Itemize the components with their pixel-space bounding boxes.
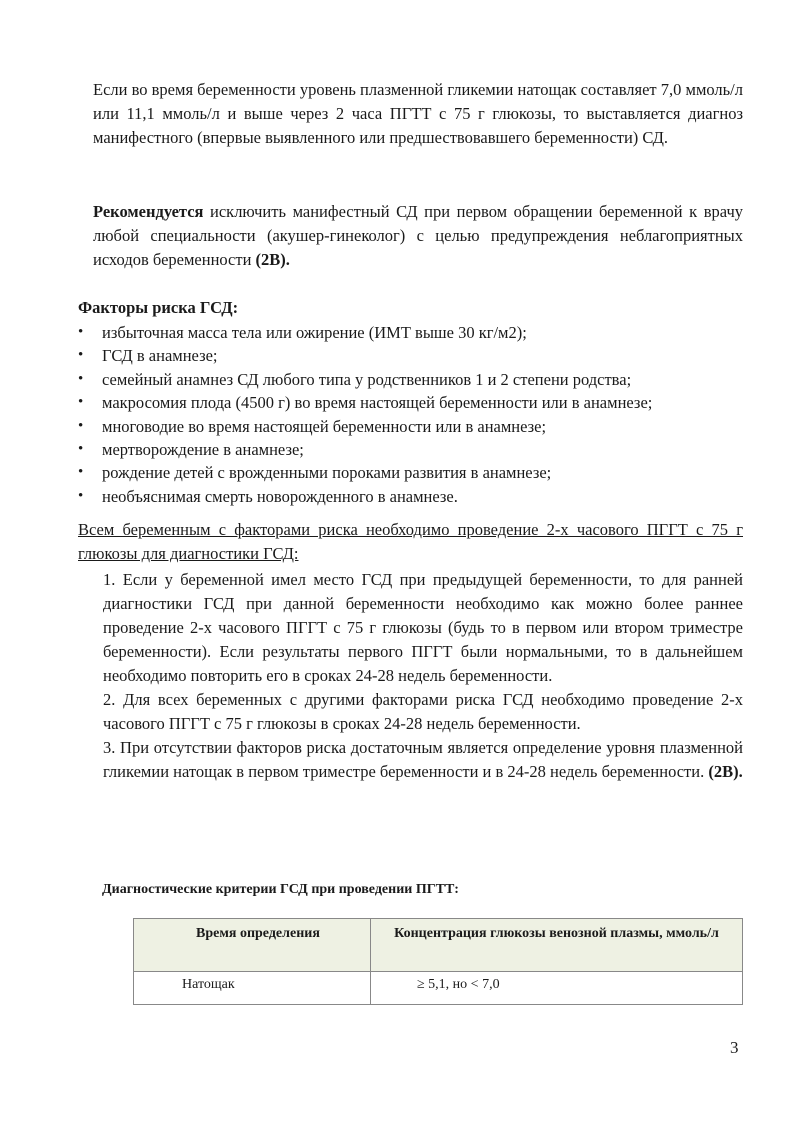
table-header-row bbox=[134, 919, 743, 972]
table-header-cell bbox=[134, 919, 371, 972]
cell-value: ≥ 5,1, но < 7,0 bbox=[417, 977, 500, 992]
column-header-time: Время определения bbox=[196, 926, 320, 941]
bullet-icon: • bbox=[78, 441, 84, 458]
bullet-icon: • bbox=[78, 417, 84, 434]
screening-steps bbox=[103, 568, 743, 784]
screening-intro: Всем беременным с факторами риска необходимо проведение 2-х часового ПГГТ с 75 г глюкозы для диагностики ГСД: bbox=[78, 520, 743, 563]
screening-step-2: 2. Для всех беременных с другими факторами риска ГСД необходимо проведение 2-х часового ПГГТ с 75 г глюкозы в сроках 24-28 недель беременности. bbox=[103, 690, 743, 733]
recommendation-bold-label: Рекомендуется bbox=[93, 202, 204, 221]
risk-factors-list bbox=[78, 321, 748, 508]
bullet-icon: • bbox=[78, 347, 84, 364]
evidence-grade: (2В). bbox=[255, 250, 290, 269]
paragraph-recommendation bbox=[93, 200, 743, 272]
list-item bbox=[78, 344, 748, 367]
list-item bbox=[78, 438, 748, 461]
page-number: 3 bbox=[730, 1038, 739, 1057]
table-header-cell bbox=[371, 919, 743, 972]
bullet-icon: • bbox=[78, 324, 84, 340]
list-item-text: мертворождение в анамнезе; bbox=[102, 440, 304, 460]
list-item bbox=[78, 368, 748, 391]
list-item bbox=[78, 461, 748, 484]
cell-time: Натощак bbox=[182, 977, 235, 992]
list-item-text: многоводие во время настоящей беременности или в анамнезе; bbox=[102, 416, 547, 436]
list-item bbox=[78, 321, 748, 344]
paragraph-manifest-diabetes: Если во время беременности уровень плазменной гликемии натощак составляет 7,0 ммоль/л или 11,1 ммоль/л и выше через 2 часа ПГТТ с 75 г глюкозы, то выставляется диагноз манифестного (впервые выявленного или предшествовавшего беременности) СД. bbox=[93, 80, 743, 147]
list-item bbox=[78, 415, 748, 438]
recommendation-text: исключить манифестный СД при первом обращении беременной к врачу любой специальности (акушер-гинеколог) с целью предупреждения неблагоприятных исходов беременности bbox=[93, 202, 743, 269]
bullet-icon: • bbox=[78, 487, 84, 504]
list-item-text: семейный анамнез СД любого типа у родственников 1 и 2 степени родства; bbox=[102, 369, 632, 389]
screening-step-3-text: 3. При отсутствии факторов риска достаточным является определение уровня плазменной гликемии натощак в первом триместре беременности и в 24-28 недель беременности. bbox=[103, 738, 743, 781]
table-row bbox=[134, 972, 743, 1005]
screening-step-3 bbox=[103, 736, 743, 784]
table-cell bbox=[371, 972, 743, 1005]
risk-factors-heading: Факторы риска ГСД: bbox=[78, 298, 239, 317]
list-item-text: ГСД в анамнезе; bbox=[102, 346, 218, 366]
list-item-text: необъяснимая смерть новорожденного в анамнезе. bbox=[102, 486, 458, 506]
evidence-grade: (2В). bbox=[708, 762, 743, 781]
bullet-icon: • bbox=[78, 394, 84, 411]
list-item-text: макросомия плода (4500 г) во время настоящей беременности или в анамнезе; bbox=[102, 393, 653, 413]
list-item bbox=[78, 485, 748, 508]
screening-step-1: 1. Если у беременной имел место ГСД при предыдущей беременности, то для ранней диагностики ГСД при данной беременности необходимо как можно более раннее проведение 2-х часового ПГГТ с 75 г глюкозы (будь то в первом или втором триместре беременности). Если результаты первого ПГГТ были нормальными, то в дальнейшем необходимо повторить его в сроках 24-28 недель беременности. bbox=[103, 570, 743, 685]
table-cell bbox=[134, 972, 371, 1005]
bullet-icon: • bbox=[78, 370, 84, 387]
column-header-concentration: Концентрация глюкозы венозной плазмы, ммоль/л bbox=[394, 926, 719, 941]
list-item-text: избыточная масса тела или ожирение (ИМТ выше 30 кг/м2); bbox=[102, 323, 527, 342]
list-item-text: рождение детей с врожденными пороками развития в анамнезе; bbox=[102, 463, 552, 483]
criteria-table-title: Диагностические критерии ГСД при проведении ПГТТ: bbox=[102, 882, 459, 897]
bullet-icon: • bbox=[78, 464, 84, 481]
criteria-table bbox=[133, 918, 743, 1005]
list-item bbox=[78, 391, 748, 414]
